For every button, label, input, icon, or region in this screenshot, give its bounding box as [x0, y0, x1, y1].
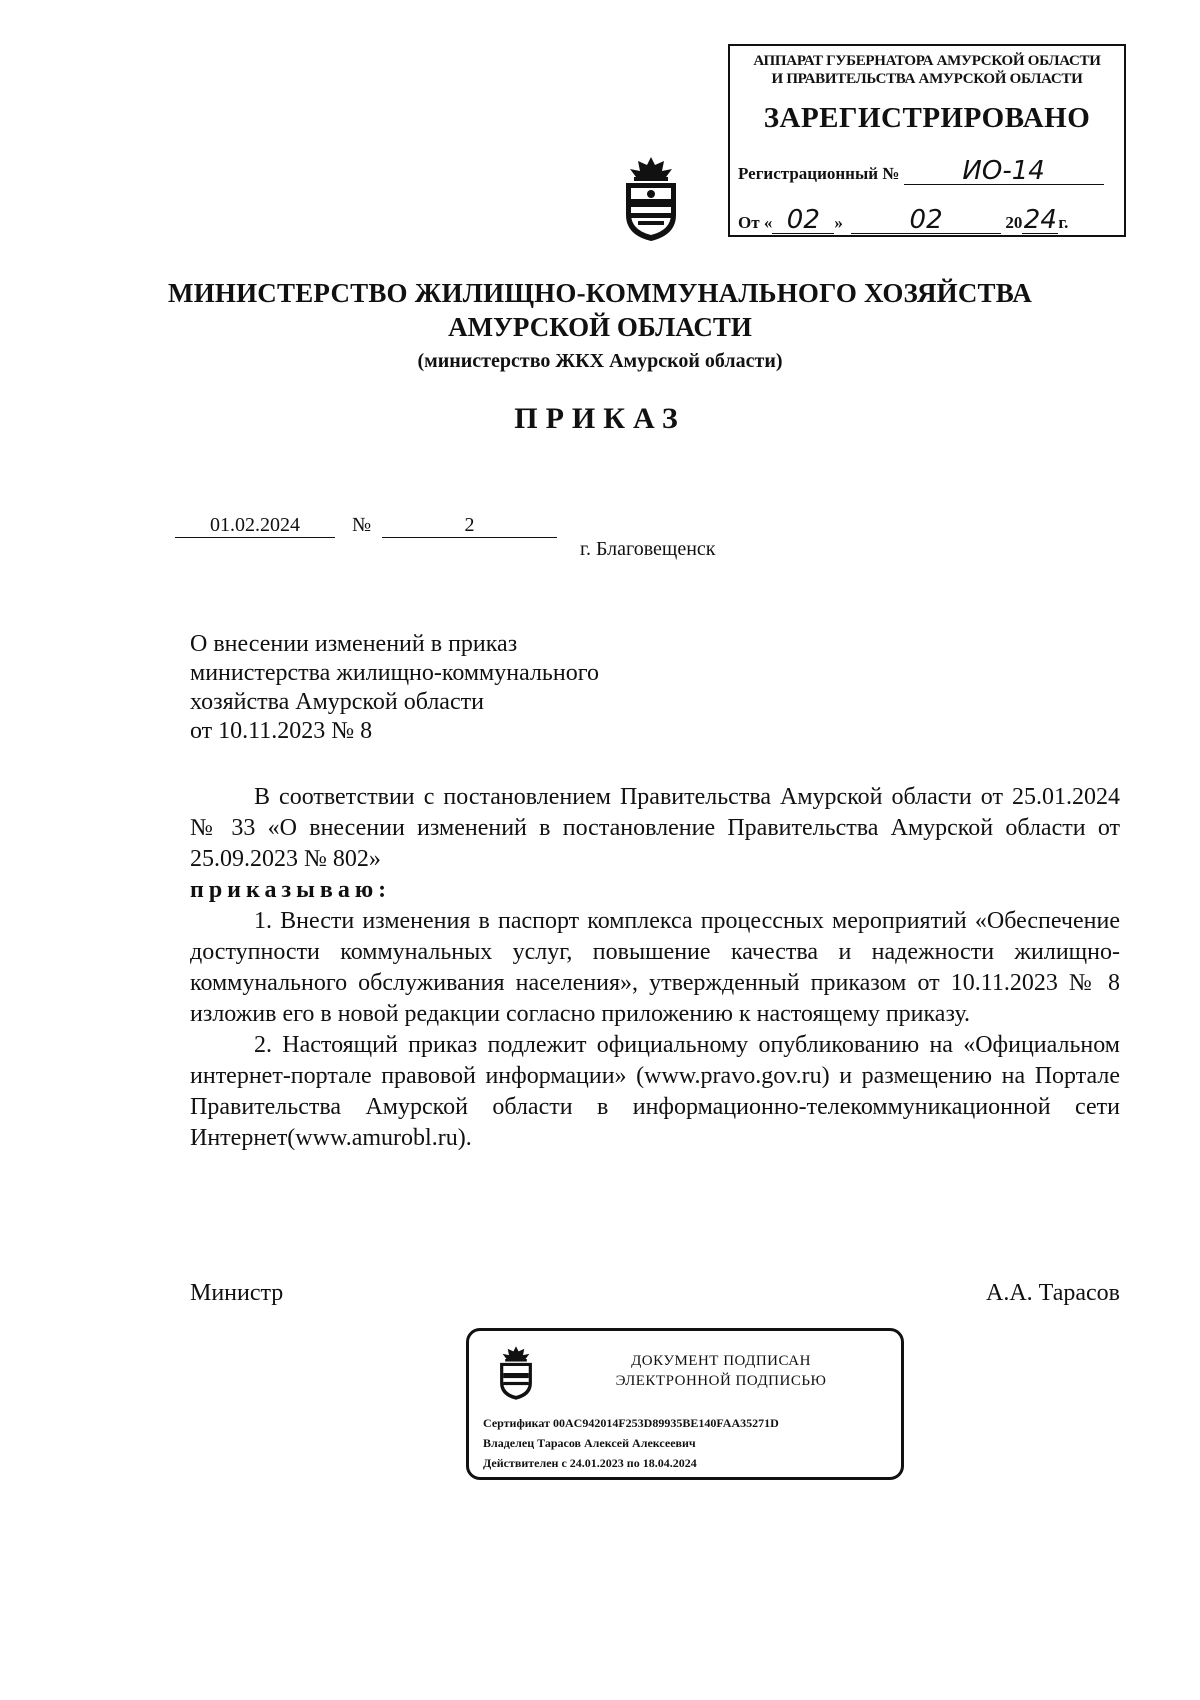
- esig-owner-label: Владелец: [483, 1436, 535, 1450]
- ministry-name-line1: МИНИСТЕРСТВО ЖИЛИЩНО-КОММУНАЛЬНОГО ХОЗЯЙСТВА: [168, 278, 1032, 308]
- order-body: [190, 782, 1120, 1154]
- esig-owner-name: Тарасов Алексей Алексеевич: [537, 1436, 696, 1450]
- subject-line3: хозяйства Амурской области: [190, 689, 484, 715]
- order-date: 01.02.2024: [175, 514, 335, 538]
- order-subject: [190, 630, 599, 746]
- document-type-title: ПРИКАЗ: [514, 402, 686, 435]
- stamp-date-line: [738, 207, 1068, 234]
- stamp-year-suffix: 24: [1023, 205, 1057, 235]
- esig-owner: [483, 1436, 696, 1451]
- stamp-day: 02: [772, 207, 834, 234]
- esig-certificate: Сертификат 00AC942014F253D89935BE140FAA35271D: [483, 1416, 779, 1430]
- ministry-name-line2: АМУРСКОЙ ОБЛАСТИ: [448, 312, 752, 342]
- registration-stamp: [728, 44, 1126, 237]
- preamble-paragraph: В соответствии с постановлением Правительства Амурской области от 25.01.2024 № 33 «О внесении изменений в постановление Правительства Амурской области от 25.09.2023 № 802»: [190, 784, 1120, 872]
- stamp-org-line2: И ПРАВИТЕЛЬСТВА АМУРСКОЙ ОБЛАСТИ: [771, 71, 1083, 87]
- order-number-sign: №: [352, 514, 372, 536]
- esig-title: [561, 1351, 881, 1391]
- order-city: г. Благовещенск: [580, 538, 716, 560]
- order-word: приказываю:: [190, 877, 392, 903]
- stamp-org-line1: АППАРАТ ГУБЕРНАТОРА АМУРСКОЙ ОБЛАСТИ: [753, 53, 1101, 69]
- stamp-day-close: »: [834, 213, 843, 232]
- stamp-number-label: Регистрационный №: [738, 164, 900, 183]
- ministry-short-name: (министерство ЖКХ Амурской области): [417, 350, 783, 372]
- order-item-2: 2. Настоящий приказ подлежит официальному опубликованию на «Официальном интернет-портале правовой информации» (www.pravo.gov.ru) и размещению на Портале Правительства Амурской области в информационно-телекоммуникационной сети Интернет(www.amurobl.ru).: [190, 1032, 1120, 1151]
- coat-of-arms-icon: [620, 155, 682, 243]
- coat-of-arms-icon: [495, 1345, 537, 1401]
- stamp-number-line: [738, 158, 1104, 185]
- order-item-1: 1. Внести изменения в паспорт комплекса процессных мероприятий «Обеспечение доступности коммунальных услуг, повышение качества и надежности жилищно-коммунального обслуживания населения», утвержденный приказом от 10.11.2023 № 8 изложив его в новой редакции согласно приложению к настоящему приказу.: [190, 908, 1120, 1027]
- subject-line4: от 10.11.2023 № 8: [190, 718, 373, 744]
- stamp-number-value: ИО-14: [904, 158, 1104, 185]
- stamp-month: 02: [851, 207, 1001, 234]
- subject-line2: министерства жилищно-коммунального: [190, 660, 599, 686]
- stamp-year-prefix: 20: [1005, 213, 1023, 232]
- stamp-title: ЗАРЕГИСТРИРОВАНО: [763, 102, 1091, 134]
- esig-validity: Действителен с 24.01.2023 по 18.04.2024: [483, 1456, 697, 1470]
- signer-name: А.А. Тарасов: [985, 1280, 1120, 1306]
- electronic-signature-stamp: [466, 1328, 904, 1480]
- order-number: 2: [382, 514, 557, 538]
- signer-position: Министр: [190, 1280, 284, 1306]
- esig-title-line1: ДОКУМЕНТ ПОДПИСАН: [631, 1353, 811, 1369]
- stamp-year-mark: г.: [1058, 213, 1069, 232]
- subject-line1: О внесении изменений в приказ: [190, 631, 518, 657]
- stamp-org: [730, 52, 1124, 88]
- esig-title-line2: ЭЛЕКТРОННОЙ ПОДПИСЬЮ: [615, 1373, 827, 1389]
- stamp-date-prefix: От «: [738, 213, 773, 232]
